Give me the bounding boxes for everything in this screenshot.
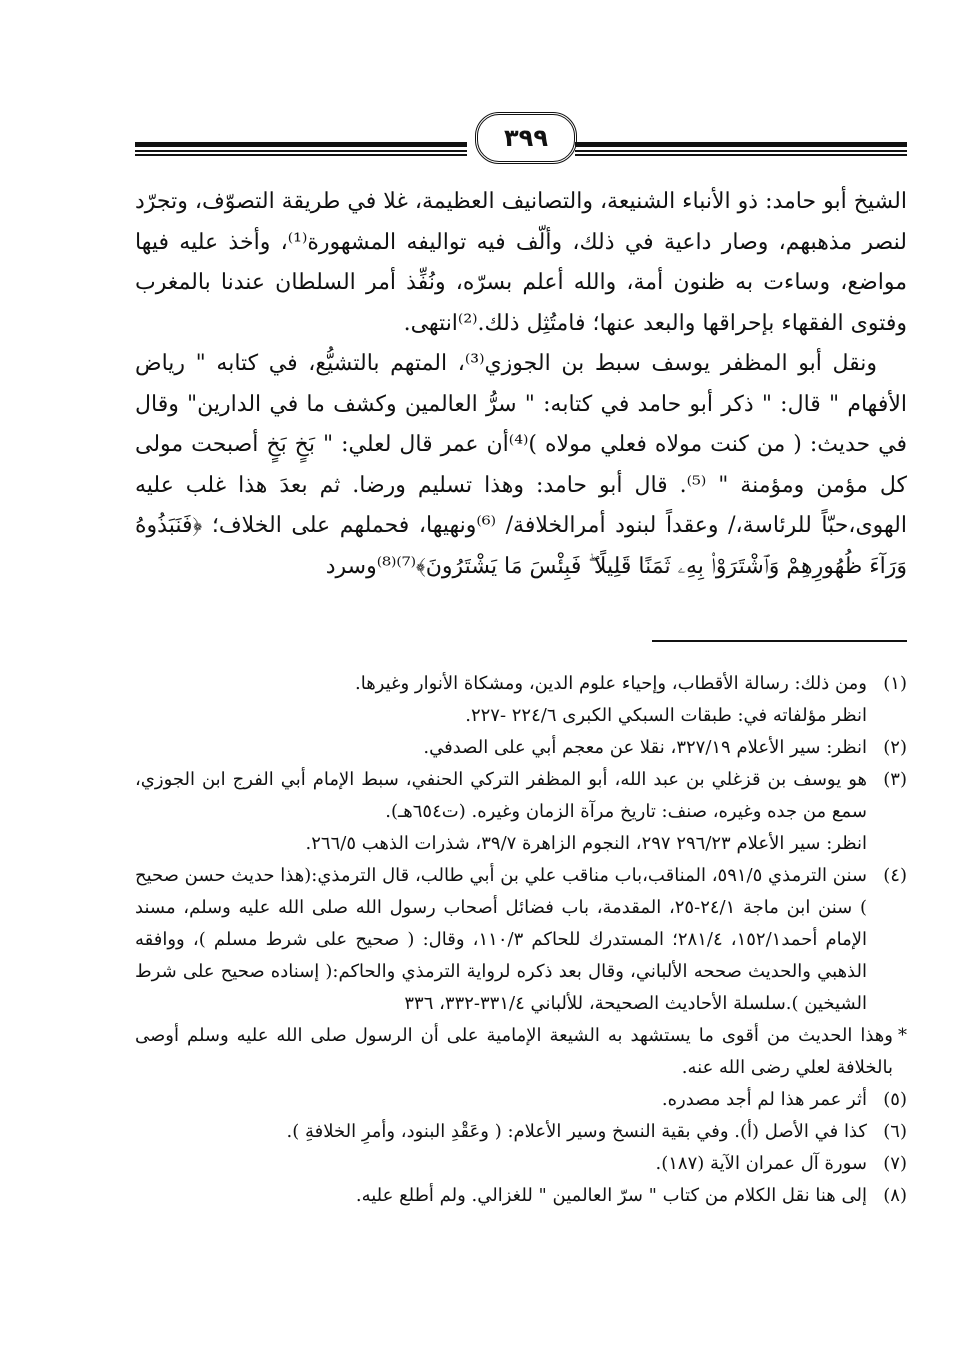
footnote-number: (١) [883,673,907,694]
footnote-number: (٦) [883,1121,907,1142]
footnote-text: أثر عمر هذا لم أجد مصدره. [661,1089,867,1110]
footnote-5 [135,1084,907,1116]
footnote-text: وهذا الحديث من أقوى ما يستشهد به الشيعة الإمامية على أن الرسول صلى الله عليه وسلم أوصى بالخلافة لعلي رضى الله عنه. [135,1025,893,1078]
footnote-divider [652,640,907,642]
paragraph-2: ونقل أبو المظفر يوسف سبط بن الجوزي⁽³⁾، المتهم بالتشيُّع، في كتابه " رياض الأفهام " قال: " ذكر أبو حامد في كتابه: " سرُّ العالمين وكشف ما في الدارين" وقال في حديث: ( من كنت مولاه فعلي مولاه )⁽⁴⁾أن عمر قال لعلي: " بَخٍ بَخٍ أصبحت مولى كل مؤمن ومؤمنة " ⁽⁵⁾. قال أبو حامد: وهذا تسليم ورضا. ثم بعدَ هذا غلب عليه الهوى،حبّاً للرئاسة،/ وعقداً لبنود أمرالخلافة/ ⁽⁶⁾ونهيها، فحملهم على الخلاف؛ ﴿فَنَبَذُوهُ وَرَآءَ ظُهُورِهِمْ وَٱشْتَرَوْا۟ بِهِۦ ثَمَنًا قَلِيلًا ۖ فَبِئْسَ مَا يَشْتَرُونَ﴾⁽⁷⁾⁽⁸⁾وسرد [135,351,907,579]
page-number: ٣٩٩ [475,112,577,164]
header-rule-right [575,142,907,158]
footnote-text: هو يوسف بن قزغلي بن عبد الله، أبو المظفر التركي الحنفي، سبط الإمام أبي الفرج ابن الجوزي، سمع من جده وغيره، صنف: تاريخ مرآة الزمان وغيره. (ت٦٥٤هـ). [135,769,867,822]
footnote-8 [135,1180,907,1212]
footnote-text: انظر: سير الأعلام ٣٢٧/١٩، نقلا عن معجم أبي على الصدفي. [423,737,867,758]
page-header [135,108,907,162]
footnote-number: (٢) [883,737,907,758]
footnote-number: (٥) [883,1089,907,1110]
footnote-text: سورة آل عمران الآية (١٨٧). [655,1153,867,1174]
footnote-1 [135,668,907,732]
footnote-continuation: انظر: سير الأعلام ٢٩٦/٢٣ ٢٩٧، النجوم الزاهرة ٣٩/٧، شذرات الذهب ٢٦٦/٥. [305,833,867,854]
footnote-3 [135,764,907,860]
footnotes [135,668,907,1212]
footnote-number: (٣) [883,769,907,790]
main-text [135,182,907,587]
footnote-7 [135,1148,907,1180]
footnote-text: إلى هنا نقل الكلام من كتاب " سرّ العالمين " للغزالي. ولم أطلع عليه. [355,1185,867,1206]
footnote-2 [135,732,907,764]
paragraph-1: الشيخ أبو حامد: ذو الأنباء الشنيعة، والتصانيف العظيمة، غلا في طريقة التصوّف، وتجرّد لنصر مذهبهم، وصار داعية في ذلك، وألّف فيه تواليفه المشهورة⁽¹⁾، وأخذ عليه فيها مواضع، وساءت به ظنون أمة، والله أعلم بسرّه، ونُفِّذ أمر السلطان عندنا بالمغرب وفتوى الفقهاء بإحراقها والبعد عنها؛ فامتُثِل ذلك.⁽²⁾انتهى. [135,189,907,336]
footnote-remark [135,1020,907,1084]
footnote-text: سنن الترمذي ٥٩١/٥، المناقب،باب مناقب علي بن أبي طالب، قال الترمذي:(هذا حديث حسن صحيح ) سنن ابن ماجة ٢٤/١-٢٥، المقدمة، باب فضائل أصحاب رسول الله صلى الله عليه وسلم، مسند الإمام أحمد١٥٢/١، ٢٨١/٤؛ المستدرك للحاكم ١١٠/٣، وقال: ( صحيح على شرط مسلم )، ووافقه الذهبي والحديث صححه الألباني، وقال بعد ذكره لرواية الترمذي والحاكم:( إسناده صحيح على شرط الشيخين ).سلسلة الأحاديث الصحيحة، للألباني ٣٣١/٤-٣٣٢، ٣٣٦ [135,865,868,1014]
header-rule-left [135,142,467,158]
footnote-6 [135,1116,907,1148]
footnote-star-marker: * [898,1025,907,1046]
footnote-continuation: انظر مؤلفاته في: طبقات السبكي الكبرى ٢٢٤/٦ -٢٢٧. [465,705,867,726]
footnote-text: كذا في الأصل (أ). وفي بقية النسخ وسير الأعلام: ( وعَقْدِ البنود، وأمرِ الخلافةِ ). [286,1121,867,1142]
footnote-text: ومن ذلك: رسالة الأقطاب، وإحياء علوم الدين، ومشكاة الأنوار وغيرها. [354,673,867,694]
footnote-4 [135,860,907,1020]
footnote-number: (٧) [883,1153,907,1174]
footnote-number: (٤) [883,865,907,886]
footnote-number: (٨) [883,1185,907,1206]
